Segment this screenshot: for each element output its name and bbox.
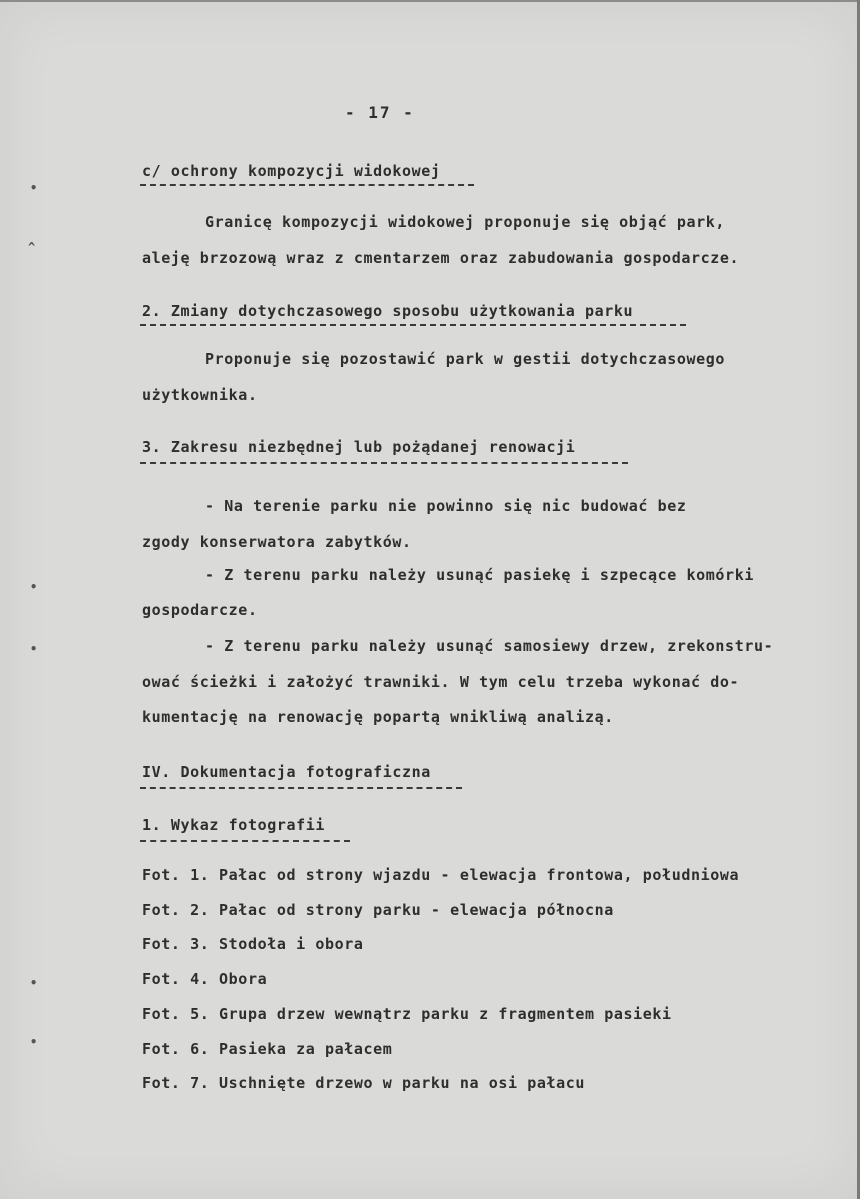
photo-list-item: Fot. 3. Stodoła i obora — [142, 935, 364, 953]
paragraph-line: aleję brzozową wraz z cmentarzem oraz zabudowania gospodarcze. — [142, 249, 740, 267]
photo-list-item: Fot. 4. Obora — [142, 970, 268, 988]
photo-list-item: Fot. 6. Pasieka za pałacem — [142, 1040, 393, 1058]
paragraph-line: - Na terenie parku nie powinno się nic budować bez — [205, 497, 687, 515]
paragraph-line: Granicę kompozycji widokowej proponuje się objąć park, — [205, 213, 726, 231]
photo-list-item: Fot. 5. Grupa drzew wewnątrz parku z fragmentem pasieki — [142, 1005, 672, 1023]
page-top-edge — [0, 0, 860, 2]
section-heading-iv-1: 1. Wykaz fotografii — [142, 816, 325, 834]
margin-mark: • — [30, 642, 38, 656]
paragraph-line: Proponuje się pozostawić park w gestii dotychczasowego — [205, 350, 726, 368]
page-number: - 17 - — [345, 103, 415, 122]
paragraph-line: ować ścieżki i założyć trawniki. W tym celu trzeba wykonać do- — [142, 673, 740, 691]
section-heading-iv: IV. Dokumentacja fotograficzna — [142, 763, 431, 781]
margin-mark: • — [30, 580, 38, 594]
paragraph-line: użytkownika. — [142, 386, 258, 404]
heading-underline — [140, 840, 350, 842]
heading-underline — [140, 787, 462, 789]
paragraph-line: zgody konserwatora zabytków. — [142, 533, 412, 551]
margin-mark: • — [30, 1035, 38, 1049]
section-heading-3: 3. Zakresu niezbędnej lub pożądanej renowacji — [142, 438, 576, 456]
margin-mark: ^ — [28, 240, 36, 254]
photo-list-item: Fot. 2. Pałac od strony parku - elewacja północna — [142, 901, 614, 919]
photo-list-item: Fot. 1. Pałac od strony wjazdu - elewacja frontowa, południowa — [142, 866, 740, 884]
paragraph-line: - Z terenu parku należy usunąć samosiewy drzew, zrekonstru- — [205, 637, 774, 655]
margin-mark: • — [30, 976, 38, 990]
paragraph-line: gospodarcze. — [142, 601, 258, 619]
paragraph-line: - Z terenu parku należy usunąć pasiekę i szpecące komórki — [205, 566, 754, 584]
heading-underline — [140, 184, 474, 186]
section-heading-c: c/ ochrony kompozycji widokowej — [142, 162, 441, 180]
margin-mark: • — [30, 181, 38, 195]
photo-list-item: Fot. 7. Uschnięte drzewo w parku na osi pałacu — [142, 1074, 586, 1092]
heading-underline — [140, 324, 686, 326]
section-heading-2: 2. Zmiany dotychczasowego sposobu użytkowania parku — [142, 302, 634, 320]
heading-underline — [140, 462, 628, 464]
paragraph-line: kumentację na renowację popartą wnikliwą analizą. — [142, 708, 614, 726]
